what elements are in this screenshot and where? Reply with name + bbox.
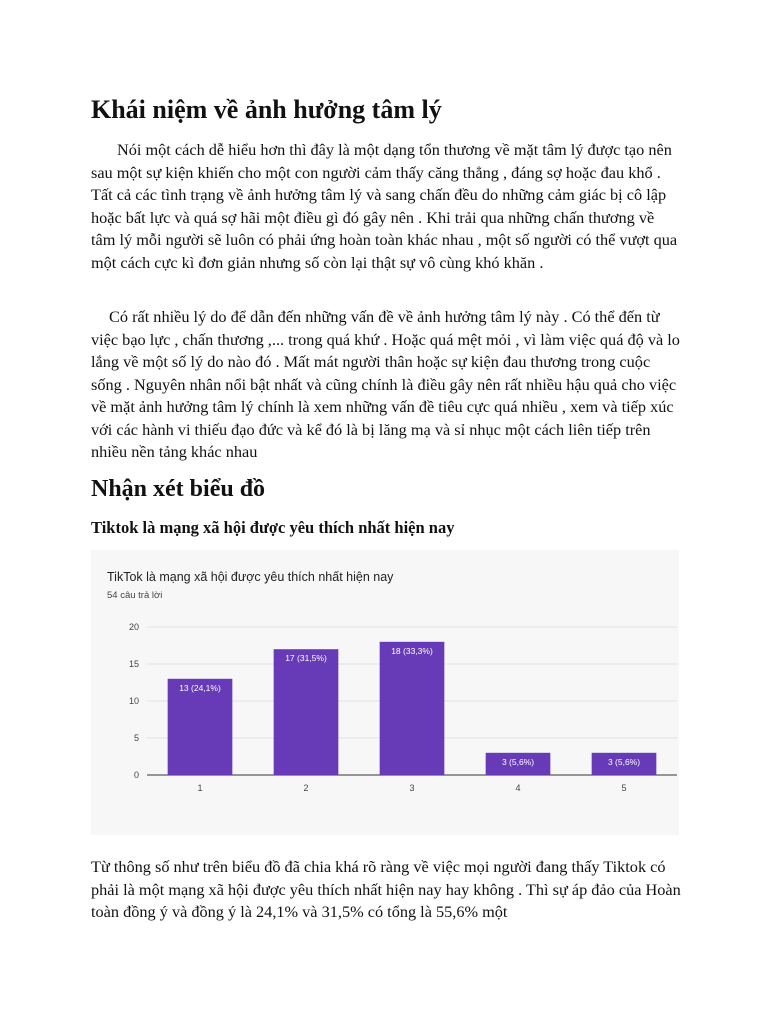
heading-psychological-impact: Khái niệm về ảnh hưởng tâm lý: [91, 95, 442, 124]
y-tick-label: 20: [128, 622, 139, 632]
x-tick-label: 2: [303, 783, 309, 793]
y-tick-label: 0: [133, 770, 139, 780]
heading-chart-review: Nhận xét biểu đồ: [91, 476, 266, 502]
x-tick-label: 1: [197, 783, 203, 793]
paragraph-chart-analysis: Từ thông số như trên biểu đồ đã chia khá rõ ràng về việc mọi người đang thấy Tiktok có phải là một mạng xã hội được yêu thích nhất hiện nay hay không . Thì sự áp đảo của Hoàn toàn đồng ý và đồng ý là 24,1% và 31,5% có tổng là 55,6% một: [91, 857, 681, 921]
x-tick-label: 3: [409, 783, 415, 793]
y-tick-label: 15: [128, 659, 139, 669]
bar: [168, 679, 233, 775]
bar-data-label: 3 (5,6%): [607, 756, 641, 767]
chart-subtitle: 54 câu trả lời: [107, 590, 163, 601]
bar-data-label: 18 (33,3%): [391, 645, 433, 656]
chart-title: TikTok là mạng xã hội được yêu thích nhất hiện nay: [107, 570, 394, 584]
chart-container: [91, 550, 679, 835]
heading-chart-caption: Tiktok là mạng xã hội được yêu thích nhất hiện nay: [91, 518, 455, 537]
bar-data-label: 3 (5,6%): [501, 756, 535, 767]
bar: [380, 642, 445, 775]
x-tick-label: 5: [621, 783, 627, 793]
bar-data-label: 17 (31,5%): [285, 653, 327, 664]
paragraph-causes: Có rất nhiều lý do để dẫn đến những vấn đề về ảnh hưởng tâm lý này . Có thể đến từ việc bạo lực , chấn thương ,... trong quá khứ . Hoặc quá mệt mỏi , vì làm việc quá độ và lo lắng về một số lý do nào đó . Mất mát người thân hoặc sự kiện đau thương trong cuộc sống . Nguyên nhân nổi bật nhất và cũng chính là điều gây nên rất nhiều hậu quả cho việc về mặt ảnh hưởng tâm lý chính là xem những vấn đề tiêu cực quá nhiều , xem và tiếp xúc với các hành vi thiếu đạo đức và kể đó là bị lăng mạ và sỉ nhục một cách liên tiếp trên nhiều nền tảng khác nhau: [91, 307, 680, 461]
bar-chart: [91, 550, 679, 835]
x-tick-label: 4: [515, 783, 521, 793]
y-tick-label: 10: [128, 696, 139, 706]
y-tick-label: 5: [133, 733, 139, 743]
bar: [274, 649, 339, 775]
bar-data-label: 13 (24,1%): [179, 682, 221, 693]
paragraph-definition: Nói một cách dễ hiểu hơn thì đây là một dạng tổn thương về mặt tâm lý được tạo nên sau một sự kiện khiến cho một con người cảm thấy căng thẳng , đáng sợ hoặc đau khổ . Tất cả các tình trạng về ảnh hưởng tâm lý và sang chấn đều do những cảm giác bị cô lập hoặc bất lực và quá sợ hãi một điều gì đó gây nên . Khi trải qua những chấn thương về tâm lý mỗi người sẽ luôn có phải ứng hoàn toàn khác nhau , một số người có thể vượt qua một cách cực kì đơn giản nhưng số còn lại thật sự vô cùng khó khăn .: [91, 140, 678, 272]
